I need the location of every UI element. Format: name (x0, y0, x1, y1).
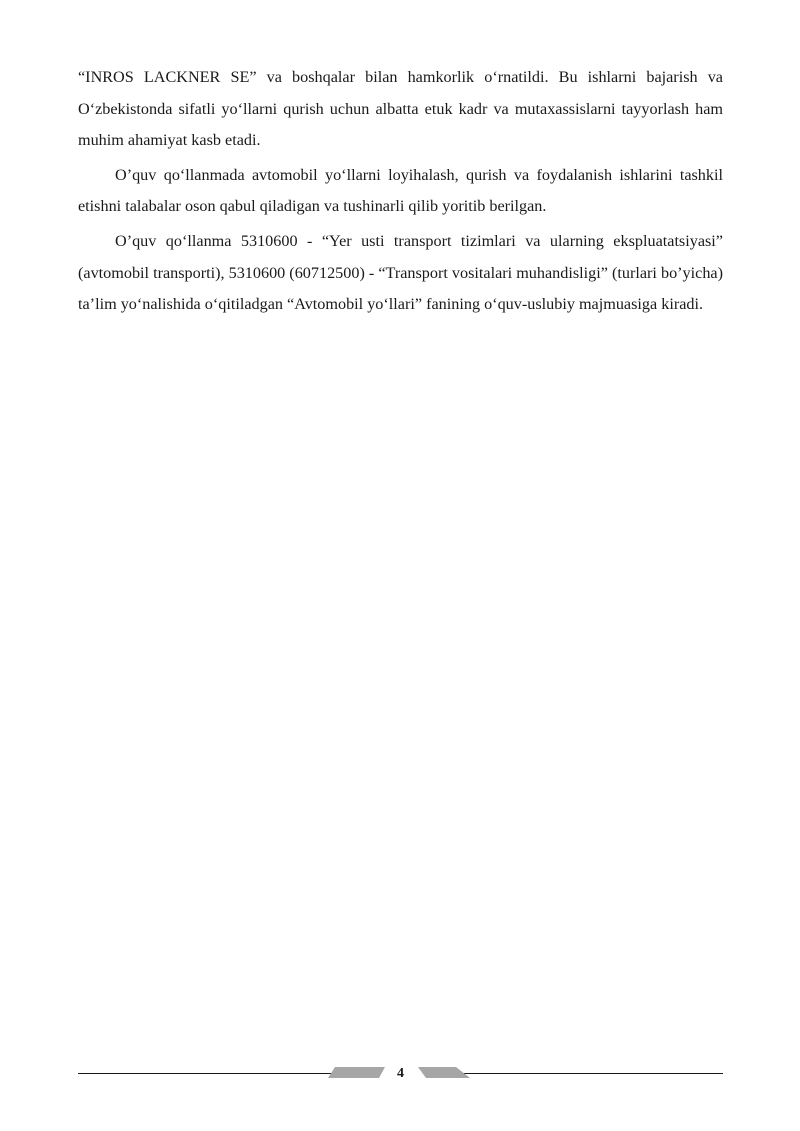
paragraph-2: O’quv qo‘llanmada avtomobil yo‘llarni loyihalash, qurish va foydalanish ishlarini tashkil etishni talabalar oson qabul qiladigan va tushinarli qilib yoritib berilgan. (78, 165, 723, 216)
page-body (78, 62, 723, 324)
footer-wedge-left (328, 1067, 385, 1078)
page-footer (78, 1060, 723, 1088)
footer-wedge-right (418, 1067, 470, 1078)
paragraph-1: “INROS LACKNER SE” va boshqalar bilan hamkorlik o‘rnatildi. Bu ishlarni bajarish va O‘zbekistonda sifatli yo‘llarni qurish uchun albatta etuk kadr va mutaxassislarni tayyorlash ham muhim ahamiyat kasb etadi. (78, 68, 723, 150)
page-number: 4 (397, 1066, 404, 1081)
paragraph-3: O’quv qo‘llanma 5310600 - “Yer usti transport tizimlari va ularning ekspluatatsiyasi” (avtomobil transporti), 5310600 (60712500) - “Transport vositalari muhandisligi” (turlari bo’yicha) ta’lim yo‘nalishida o‘qitiladgan “Avtomobil yo‘llari” fanining o‘quv-uslubiy majmuasiga kiradi. (78, 231, 723, 314)
